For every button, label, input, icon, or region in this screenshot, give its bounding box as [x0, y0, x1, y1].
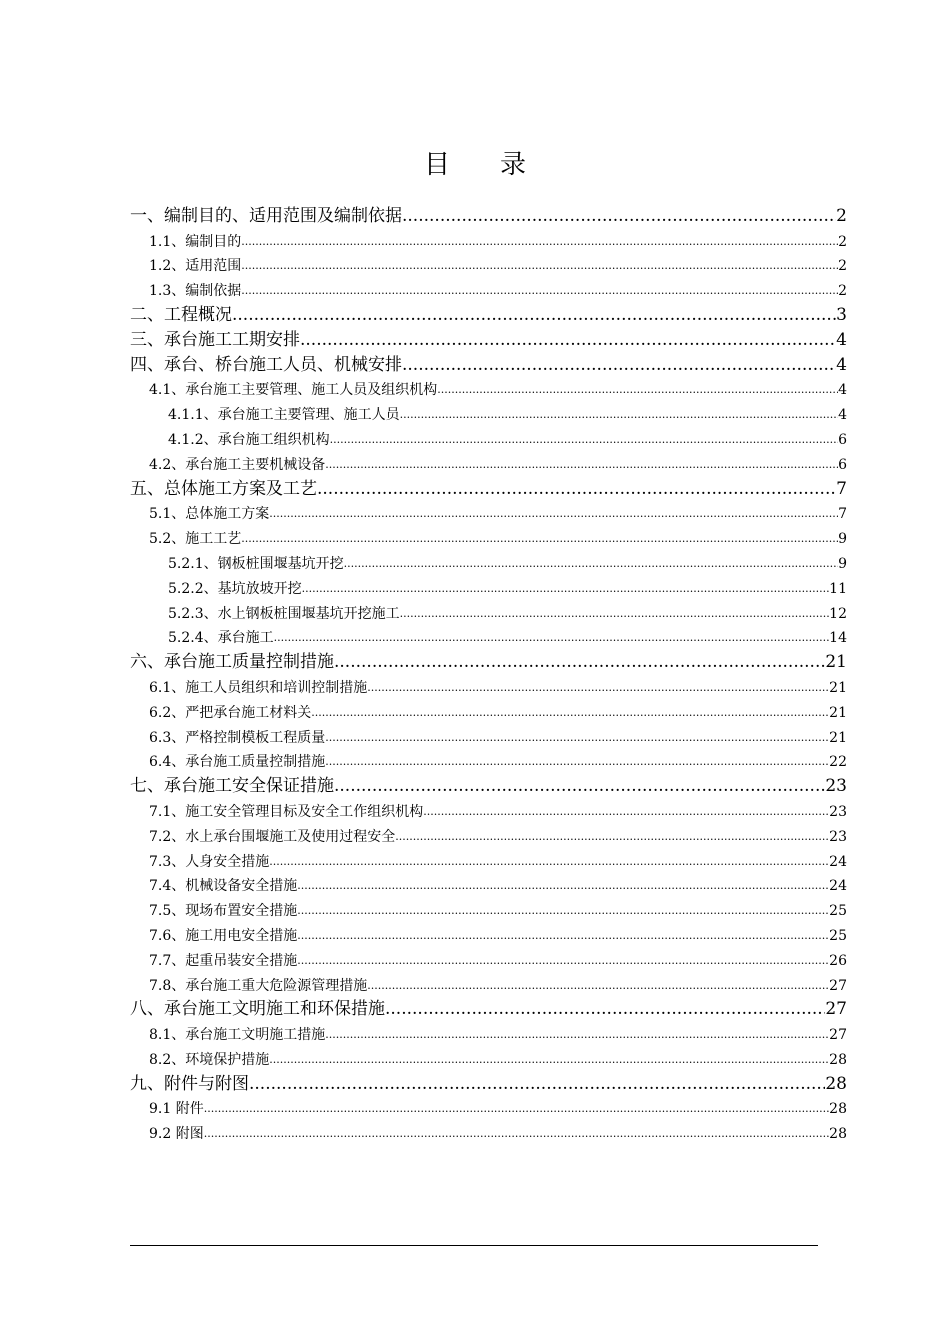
toc-entry-page-number: 25 [829, 900, 847, 922]
toc-entry[interactable] [130, 302, 847, 327]
toc-entry-label: 五、总体施工方案及工艺 [130, 478, 317, 499]
dot-leader [367, 677, 829, 699]
toc-entry-page-number: 6 [838, 454, 847, 476]
toc-entry-label: 7.6、施工用电安全措施 [149, 925, 297, 947]
toc-entry[interactable] [130, 476, 847, 501]
dot-leader [269, 1049, 829, 1071]
toc-title-part2: 录 [500, 150, 527, 180]
toc-entry[interactable] [130, 277, 847, 302]
toc-entry-page-number: 27 [829, 975, 847, 997]
dot-leader [344, 553, 838, 575]
toc-entry-label: 七、承台施工安全保证措施 [130, 776, 334, 797]
dot-leader [297, 875, 829, 897]
dot-leader [311, 702, 829, 724]
dot-leader [241, 280, 838, 302]
toc-entry-page-number: 23 [829, 826, 847, 848]
toc-entry-page-number: 7 [838, 503, 847, 525]
toc-entry[interactable] [130, 575, 847, 600]
toc-entry-label: 一、编制目的、适用范围及编制依据 [130, 205, 402, 226]
dot-leader [395, 826, 829, 848]
toc-entry[interactable] [130, 525, 847, 550]
toc-entry-label: 1.2、适用范围 [149, 255, 241, 277]
toc-entry-page-number: 2 [838, 280, 847, 302]
dot-leader [325, 751, 829, 773]
toc-entry-label: 5.2.1、钢板桩围堰基坑开挖 [168, 553, 344, 575]
toc-entry-page-number: 9 [838, 528, 847, 550]
toc-entry[interactable] [130, 426, 847, 451]
toc-entry[interactable] [130, 674, 847, 699]
toc-entry-page-number: 2 [838, 255, 847, 277]
toc-entry-page-number: 28 [829, 1098, 847, 1120]
dot-leader [232, 303, 836, 327]
toc-entry[interactable] [130, 798, 847, 823]
toc-entry-page-number: 2 [836, 205, 847, 226]
dot-leader [385, 997, 825, 1021]
toc-entry-page-number: 21 [829, 677, 847, 699]
toc-entry-label: 三、承台施工工期安排 [130, 329, 300, 350]
dot-leader [300, 328, 836, 352]
toc-entry[interactable] [130, 401, 847, 426]
dot-leader [423, 801, 829, 823]
toc-entry[interactable] [130, 1096, 847, 1121]
toc-entry-page-number: 24 [829, 875, 847, 897]
toc-entry-label: 7.4、机械设备安全措施 [149, 875, 297, 897]
toc-entry[interactable] [130, 1021, 847, 1046]
toc-entry[interactable] [130, 972, 847, 997]
toc-entry[interactable] [130, 600, 847, 625]
toc-entry-page-number: 24 [829, 851, 847, 873]
toc-entry-page-number: 9 [838, 553, 847, 575]
toc-entry-label: 1.3、编制依据 [149, 280, 241, 302]
toc-entry-label: 4.1.2、承台施工组织机构 [168, 429, 330, 451]
toc-entry[interactable] [130, 922, 847, 947]
toc-entry[interactable] [130, 1120, 847, 1145]
toc-entry[interactable] [130, 253, 847, 278]
toc-entry-page-number: 4 [838, 379, 847, 401]
toc-entry-label: 9.2 附图 [149, 1123, 204, 1145]
toc-entry[interactable] [130, 377, 847, 402]
dot-leader [274, 627, 830, 649]
toc-entry-page-number: 23 [829, 801, 847, 823]
dot-leader [402, 353, 836, 377]
toc-entry-page-number: 11 [829, 578, 847, 600]
toc-entry-page-number: 4 [838, 404, 847, 426]
toc-entry[interactable] [130, 550, 847, 575]
toc-entry-page-number: 2 [838, 231, 847, 253]
toc-entry-page-number: 4 [836, 354, 847, 375]
toc-entry[interactable] [130, 773, 847, 798]
toc-entry-page-number: 21 [825, 652, 847, 673]
toc-entry-label: 7.8、承台施工重大危险源管理措施 [149, 975, 367, 997]
dot-leader [302, 578, 830, 600]
toc-title-part1: 目 [423, 150, 450, 180]
toc-entry-label: 7.5、现场布置安全措施 [149, 900, 297, 922]
dot-leader [334, 650, 825, 674]
dot-leader [241, 255, 838, 277]
dot-leader [400, 603, 830, 625]
toc-entry-label: 5.2.3、水上钢板桩围堰基坑开挖施工 [168, 603, 400, 625]
toc-entry-label: 9.1 附件 [149, 1098, 204, 1120]
toc-entry-label: 6.2、严把承台施工材料关 [149, 702, 311, 724]
toc-entry-label: 7.7、起重吊装安全措施 [149, 950, 297, 972]
toc-entry-page-number: 27 [829, 1024, 847, 1046]
dot-leader [367, 975, 829, 997]
toc-entry-page-number: 28 [829, 1049, 847, 1071]
table-of-contents [130, 203, 847, 1145]
toc-entry-page-number: 23 [825, 776, 847, 797]
toc-entry[interactable] [130, 203, 847, 228]
toc-entry-label: 6.3、严格控制模板工程质量 [149, 727, 325, 749]
toc-entry[interactable] [130, 228, 847, 253]
dot-leader [400, 404, 838, 426]
toc-entry-label: 8.2、环境保护措施 [149, 1049, 269, 1071]
toc-entry-page-number: 27 [825, 999, 847, 1020]
toc-entry[interactable] [130, 625, 847, 650]
toc-entry[interactable] [130, 873, 847, 898]
toc-entry[interactable] [130, 749, 847, 774]
toc-entry-label: 7.2、水上承台围堰施工及使用过程安全 [149, 826, 395, 848]
dot-leader [269, 503, 838, 525]
toc-entry[interactable] [130, 897, 847, 922]
toc-entry[interactable] [130, 501, 847, 526]
toc-entry[interactable] [130, 848, 847, 873]
toc-entry-page-number: 26 [829, 950, 847, 972]
toc-entry-page-number: 6 [838, 429, 847, 451]
toc-entry-label: 7.3、人身安全措施 [149, 851, 269, 873]
toc-entry-page-number: 14 [829, 627, 847, 649]
toc-entry-label: 4.2、承台施工主要机械设备 [149, 454, 325, 476]
dot-leader [269, 851, 829, 873]
toc-entry[interactable] [130, 451, 847, 476]
footer-divider [130, 1245, 818, 1246]
toc-entry-label: 四、承台、桥台施工人员、机械安排 [130, 354, 402, 375]
dot-leader [317, 477, 836, 501]
toc-entry-label: 5.2.2、基坑放坡开挖 [168, 578, 302, 600]
toc-entry[interactable] [130, 724, 847, 749]
toc-entry-label: 6.4、承台施工质量控制措施 [149, 751, 325, 773]
toc-entry-page-number: 25 [829, 925, 847, 947]
dot-leader [204, 1123, 829, 1145]
toc-entry-page-number: 21 [829, 727, 847, 749]
toc-entry[interactable] [130, 823, 847, 848]
dot-leader [204, 1098, 829, 1120]
toc-entry[interactable] [130, 997, 847, 1022]
toc-entry-page-number: 4 [836, 329, 847, 350]
toc-entry[interactable] [130, 947, 847, 972]
toc-entry-label: 5.2、施工工艺 [149, 528, 241, 550]
toc-entry-page-number: 3 [836, 304, 847, 325]
toc-entry-label: 八、承台施工文明施工和环保措施 [130, 999, 385, 1020]
toc-entry-label: 5.1、总体施工方案 [149, 503, 269, 525]
toc-entry[interactable] [130, 1046, 847, 1071]
dot-leader [325, 1024, 829, 1046]
toc-entry-page-number: 12 [829, 603, 847, 625]
toc-entry[interactable] [130, 352, 847, 377]
dot-leader [330, 429, 838, 451]
toc-entry-page-number: 28 [829, 1123, 847, 1145]
dot-leader [297, 950, 829, 972]
toc-entry-label: 6.1、施工人员组织和培训控制措施 [149, 677, 367, 699]
toc-entry[interactable] [130, 699, 847, 724]
toc-entry-label: 7.1、施工安全管理目标及安全工作组织机构 [149, 801, 423, 823]
toc-entry[interactable] [130, 1071, 847, 1096]
dot-leader [325, 454, 838, 476]
dot-leader [297, 925, 829, 947]
toc-entry-label: 4.1.1、承台施工主要管理、施工人员 [168, 404, 400, 426]
toc-entry-page-number: 7 [836, 478, 847, 499]
toc-entry-label: 5.2.4、承台施工 [168, 627, 274, 649]
toc-entry-label: 1.1、编制目的 [149, 231, 241, 253]
toc-entry[interactable] [130, 327, 847, 352]
toc-entry-label: 六、承台施工质量控制措施 [130, 652, 334, 673]
dot-leader [402, 204, 836, 228]
dot-leader [249, 1072, 825, 1096]
dot-leader [241, 528, 838, 550]
toc-entry-label: 九、附件与附图 [130, 1073, 249, 1094]
toc-entry-label: 4.1、承台施工主要管理、施工人员及组织机构 [149, 379, 437, 401]
toc-entry-page-number: 21 [829, 702, 847, 724]
dot-leader [241, 231, 838, 253]
dot-leader [325, 727, 829, 749]
dot-leader [297, 900, 829, 922]
dot-leader [334, 774, 825, 798]
toc-entry-label: 二、工程概况 [130, 304, 232, 325]
dot-leader [437, 379, 838, 401]
toc-entry[interactable] [130, 649, 847, 674]
toc-title [0, 145, 950, 185]
toc-entry-page-number: 28 [825, 1073, 847, 1094]
toc-entry-label: 8.1、承台施工文明施工措施 [149, 1024, 325, 1046]
toc-entry-page-number: 22 [829, 751, 847, 773]
